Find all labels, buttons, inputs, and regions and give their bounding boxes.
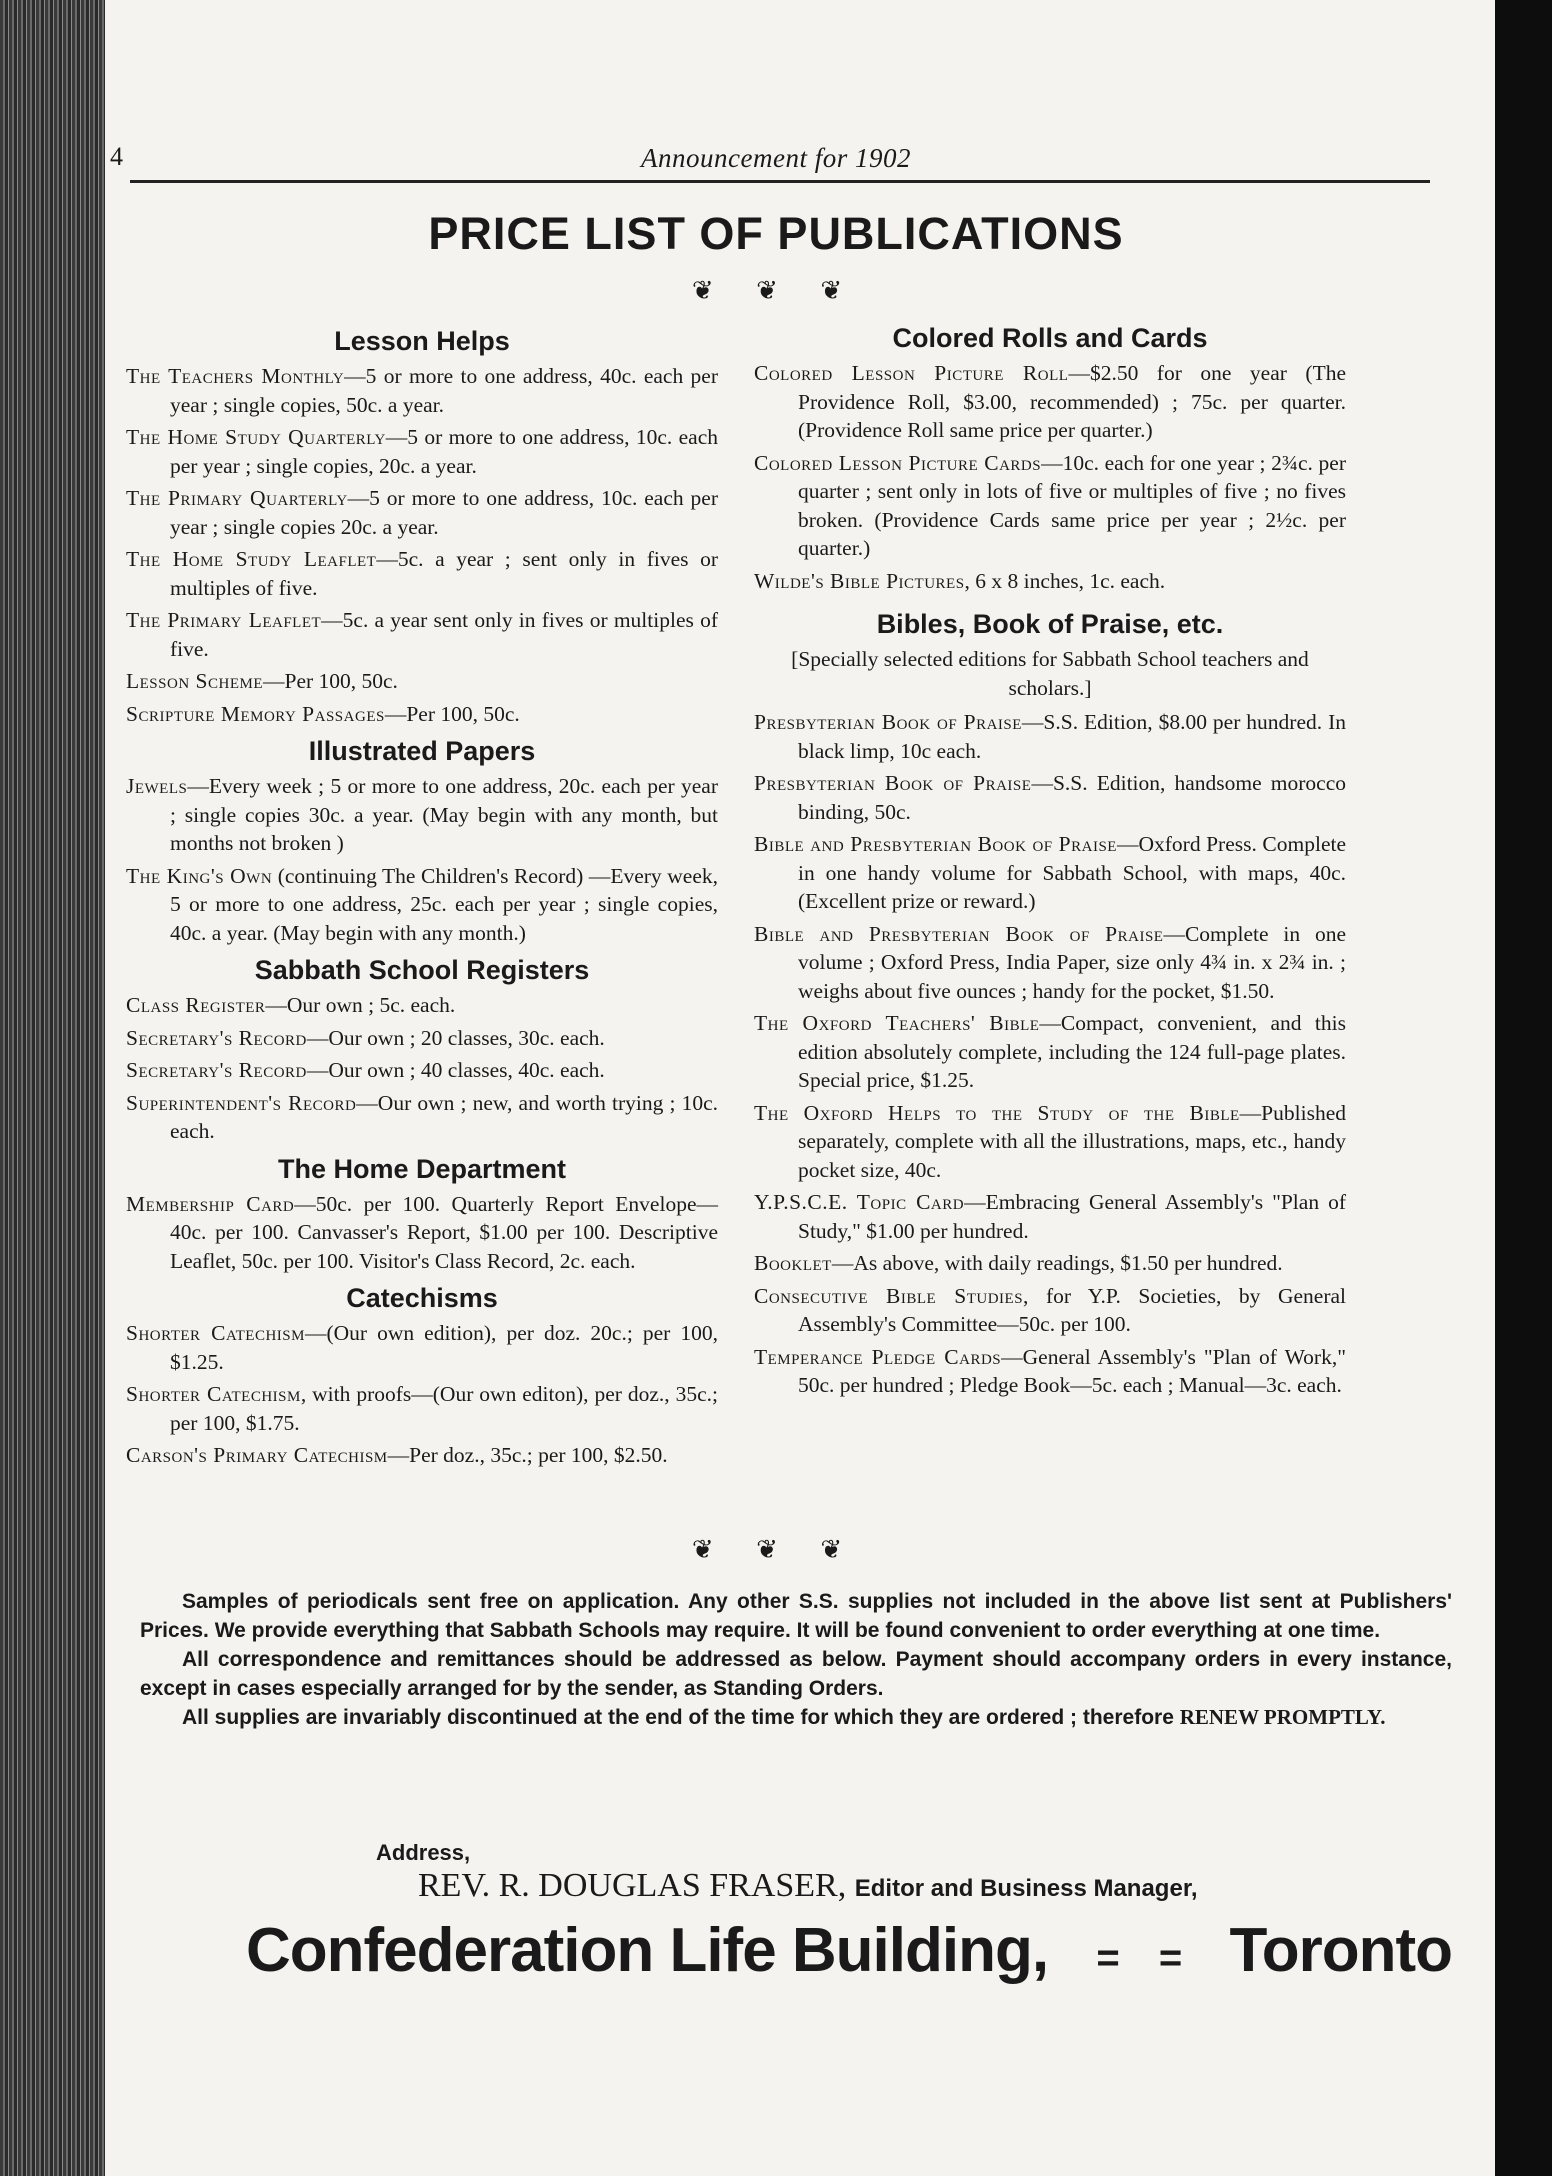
book-spine: [0, 0, 110, 2176]
item-text: —Oxford Press. Complete in one handy volume for Sabbath School, with maps, 40c. (Excellent prize or reward.): [798, 832, 1347, 913]
list-item: [754, 1009, 1346, 1095]
item-text: —Per doz., 35c.; per 100, $2.50.: [387, 1443, 668, 1467]
item-name: Bible and Presbyterian Book of Praise: [754, 921, 1164, 946]
item-name: Consecutive Bible Studies: [754, 1283, 1024, 1308]
list-item: [126, 991, 718, 1020]
section-heading: The Home Department: [277, 1153, 567, 1184]
editor-role: Editor and Business Manager,: [854, 1875, 1198, 1902]
item-text: —Our own ; 40 classes, 40c. each.: [306, 1058, 605, 1082]
item-text: —5 or more to one address, 10c. each per year ; single copies 20c. a year.: [170, 486, 718, 539]
item-text: —Our own ; 20 classes, 30c. each.: [306, 1025, 605, 1050]
item-text: (continuing The Children's Record) —Every week, 5 or more to one address, 25c. each per year ; single copies, 40c. a year. (May begin with any month.): [170, 863, 718, 945]
notice-correspondence: All correspondence and remittances should be addressed as below. Payment should accompany orders in every instance, except in cases especially arranged for by the sender, as Standing Orders.: [140, 1648, 1452, 1700]
list-item: [754, 1249, 1346, 1278]
item-text: —Per 100, 50c.: [384, 701, 520, 726]
illustrated-papers-list: [126, 772, 718, 947]
item-name: Y.P.S.C.E. Topic Card: [754, 1190, 965, 1214]
item-text: —$2.50 for one year (The Providence Roll, $3.00, recommended) ; 75c. per quarter. (Providence Roll same price per quarter.): [798, 361, 1346, 442]
item-text: —10c. each for one year ; 2¾c. per quarter ; sent only in lots of five or multiples of five ; no fives broken. (Providence Cards same price per year ; 2½c. per quarter.): [798, 450, 1346, 560]
section-heading: Bibles, Book of Praise, etc.: [876, 609, 1224, 639]
list-item: [754, 708, 1346, 765]
item-text: , for Y.P. Societies, by General Assembly's Committee—50c. per 100.: [798, 1283, 1347, 1336]
ornament-bottom: ❦ ❦ ❦: [691, 1535, 861, 1564]
building-name: Confederation Life Building,: [246, 1916, 1049, 1985]
city-name: Toronto: [1229, 1916, 1452, 1985]
item-text: —Our own ; 5c. each.: [265, 993, 456, 1017]
item-name: Temperance Pledge Cards: [754, 1344, 1002, 1369]
list-item: [754, 567, 1346, 596]
list-item: [126, 423, 718, 480]
item-name: Secretary's Record: [126, 1025, 307, 1050]
list-item: [754, 769, 1346, 826]
notice-discontinued-text: All supplies are invariably discontinued at the end of the time for which they are ordered ; therefore: [182, 1706, 1174, 1729]
item-text: —As above, with daily readings, $1.50 per hundred.: [831, 1251, 1283, 1275]
list-item: [126, 772, 718, 858]
catechisms-list: [126, 1319, 718, 1470]
registers-list: [126, 991, 718, 1146]
list-item: [754, 1099, 1346, 1185]
list-item: [126, 1441, 718, 1470]
item-name: The Home Study Quarterly: [126, 425, 386, 449]
item-name: Colored Lesson Picture Roll: [754, 361, 1069, 385]
item-text: —Per 100, 50c.: [262, 669, 398, 693]
section-heading: Lesson Helps: [334, 326, 510, 356]
item-text: —50c. per 100. Quarterly Report Envelope—40c. per 100. Canvasser's Report, $1.00 per 100. Descriptive Leaflet, 50c. per 100. Visitor's Class Record, 2c. each.: [170, 1191, 718, 1273]
page-title: PRICE LIST OF PUBLICATIONS: [428, 208, 1124, 259]
right-column: [754, 315, 1346, 1404]
list-item: [754, 830, 1346, 916]
list-item: [126, 1089, 718, 1146]
item-name: Superintendent's Record: [126, 1090, 357, 1115]
page-number: 4: [110, 142, 123, 171]
notice-samples: Samples of periodicals sent free on application. Any other S.S. supplies not included in the above list sent at Publishers' Prices. We provide everything that Sabbath Schools may require. It will be found convenient to order everything at one time.: [140, 1590, 1452, 1642]
ornament-top: ❦ ❦ ❦: [691, 276, 861, 305]
lesson-helps-list: [126, 362, 718, 728]
list-item: [126, 700, 718, 729]
list-item: [126, 667, 718, 696]
editor-name: REV. R. DOUGLAS FRASER,: [418, 1867, 847, 1904]
item-text: , 6 x 8 inches, 1c. each.: [964, 568, 1166, 593]
running-head: Announcement for 1902: [641, 143, 911, 173]
item-name: The Oxford Teachers' Bible: [754, 1011, 1040, 1035]
page-edge: [1495, 0, 1552, 2176]
list-item: [754, 1343, 1346, 1400]
item-name: The Primary Leaflet: [126, 608, 322, 632]
list-item: [126, 1319, 718, 1376]
item-name: Wilde's Bible Pictures: [754, 568, 965, 593]
list-item: [126, 606, 718, 663]
item-text: —5c. a year ; sent only in fives or multiples of five.: [170, 547, 718, 600]
list-item: [754, 920, 1346, 1006]
item-name: Presbyterian Book of Praise: [754, 771, 1032, 795]
list-item: [126, 362, 718, 419]
item-text: —S.S. Edition, $8.00 per hundred. In black limp, 10c each.: [798, 710, 1346, 763]
item-text: —5 or more to one address, 10c. each per year ; single copies, 20c. a year.: [170, 425, 718, 478]
item-text: —Complete in one volume ; Oxford Press, India Paper, size only 4¾ in. x 2¾ in. ; weighs about five ounces ; handy for the pocket, $1.50.: [798, 921, 1346, 1003]
left-column: [126, 318, 718, 1474]
item-text: —5 or more to one address, 40c. each per year ; single copies, 50c. a year.: [170, 364, 718, 417]
list-item: [126, 1190, 718, 1276]
item-name: Secretary's Record: [126, 1058, 307, 1082]
item-text: —5c. a year sent only in fives or multiples of five.: [170, 608, 718, 661]
item-name: Shorter Catechism: [126, 1382, 301, 1406]
notice-discontinued: [140, 1703, 1452, 1732]
building-separator: = =: [1096, 1936, 1182, 1980]
list-item: [754, 359, 1346, 445]
list-item: [126, 1056, 718, 1085]
footer-notice: [140, 1587, 1452, 1732]
item-name: Membership Card: [126, 1191, 295, 1216]
item-name: The Teachers Monthly: [126, 364, 345, 388]
item-name: Booklet: [754, 1251, 832, 1275]
list-item: [754, 449, 1346, 563]
section-heading: Catechisms: [346, 1283, 498, 1313]
item-name: Scripture Memory Passages: [126, 701, 385, 726]
editor-line: [418, 1867, 1198, 1905]
item-name: Shorter Catechism: [126, 1321, 305, 1345]
item-text: —Every week ; 5 or more to one address, 20c. each per year ; single copies 30c. a year. (May begin with any month, but months not broken ): [170, 774, 718, 855]
item-text: —Our own ; new, and worth trying ; 10c. each.: [170, 1090, 718, 1143]
list-item: [126, 862, 718, 948]
item-text: —S.S. Edition, handsome morocco binding, 50c.: [798, 771, 1346, 824]
address-label: Address,: [376, 1840, 471, 1865]
renew-promptly: RENEW PROMPTLY.: [1179, 1705, 1386, 1729]
item-name: Class Register: [126, 993, 266, 1017]
rolls-list: [754, 359, 1346, 595]
item-name: Colored Lesson Picture Cards: [754, 450, 1042, 475]
section-heading: Illustrated Papers: [308, 736, 536, 766]
item-name: The King's Own: [126, 863, 273, 888]
item-text: —Compact, convenient, and this edition absolutely complete, including the 124 full-page plates. Special price, $1.25.: [798, 1011, 1346, 1092]
list-item: [126, 1024, 718, 1053]
item-text: , with proofs—(Our own editon), per doz., 35c.; per 100, $1.75.: [170, 1382, 718, 1435]
item-text: —Embracing General Assembly's "Plan of Study," $1.00 per hundred.: [798, 1190, 1346, 1243]
section-heading: Colored Rolls and Cards: [892, 323, 1208, 353]
section-heading: Sabbath School Registers: [254, 955, 590, 985]
item-name: The Home Study Leaflet: [126, 547, 377, 571]
item-name: The Primary Quarterly: [126, 486, 348, 510]
list-item: [754, 1188, 1346, 1245]
list-item: [126, 545, 718, 602]
item-text: —Published separately, complete with all the illustrations, maps, etc., handy pocket size, 40c.: [798, 1100, 1346, 1182]
list-item: [126, 484, 718, 541]
bibles-note: [Specially selected editions for Sabbath School teachers and scholars.]: [791, 647, 1309, 700]
building-line: [246, 1915, 1452, 1986]
item-text: —General Assembly's "Plan of Work," 50c. per hundred ; Pledge Book—5c. each ; Manual—3c. each.: [798, 1344, 1346, 1397]
list-item: [754, 1282, 1346, 1339]
bibles-list: [754, 708, 1346, 1400]
home-department-list: [126, 1190, 718, 1276]
item-name: Jewels: [126, 774, 188, 798]
item-name: Bible and Presbyterian Book of Praise: [754, 832, 1117, 856]
item-name: The Oxford Helps to the Study of the Bible: [754, 1100, 1240, 1125]
item-name: Carson's Primary Catechism: [126, 1443, 388, 1467]
item-name: Lesson Scheme: [126, 669, 263, 693]
list-item: [126, 1380, 718, 1437]
item-text: —(Our own edition), per doz. 20c.; per 100, $1.25.: [170, 1321, 718, 1374]
item-name: Presbyterian Book of Praise: [754, 710, 1022, 734]
